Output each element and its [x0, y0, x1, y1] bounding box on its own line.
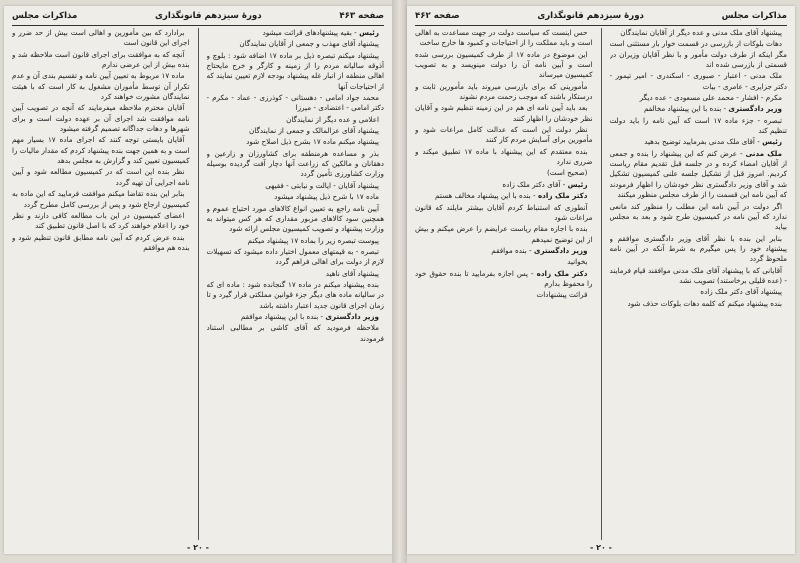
paragraph — [12, 50, 190, 71]
paragraph-text: بنده با این پیشنهاد موافقم — [240, 311, 319, 321]
paragraph — [610, 93, 788, 103]
paragraph — [207, 236, 385, 246]
header-section: مذاکرات مجلس — [12, 11, 78, 21]
paragraph-text: عرض کنم که این پیشنهاد را بنده و جمعی از آقایان امضاء کرده و در جلسه قبل تقدیم مقام ریاست کردیم. امروز قبل از تشکیل جلسه علنی کمیسیون تشکیل شد و آقای وزیر دادگستری نظر خودشان را اظهار فرمودند که آیین نامه این قسمت را از طرف مجلس منظور میکنند — [609, 148, 787, 200]
paragraph — [415, 28, 593, 49]
page-footer: - ۲۰ - — [590, 543, 612, 552]
column-right — [610, 28, 788, 540]
paragraph-text: آنطوری که استنباط کردم آقایان بیشتر مایلند که قانون مراعات شود — [415, 202, 593, 222]
paragraph — [415, 82, 593, 103]
paragraph — [415, 203, 593, 224]
paragraph-text: ملاحظه فرمودید که آقای کاشی بر مطالبی استناد فرمودند — [206, 323, 384, 343]
paragraph — [207, 93, 385, 114]
paragraph — [207, 323, 385, 344]
paragraph — [207, 137, 385, 147]
paragraph — [207, 269, 385, 279]
paragraph — [12, 167, 190, 188]
paragraph-text: بنده موافقم — [491, 245, 527, 255]
column-divider — [601, 28, 602, 540]
paragraph — [610, 299, 788, 309]
paragraph — [207, 192, 385, 202]
paragraph-text: بنده با اجازه مقام ریاست عرایضم را عرض میکنم و بیش از این توضیح نمیدهم — [415, 224, 593, 244]
paragraph-text: تبصره - جزء ماده ۱۷ است که آیین نامه را باید دولت تنظیم کند — [609, 115, 787, 136]
speaker-name: ملک مدنی — [745, 148, 782, 158]
paragraph: وزیر دادگستری - بنده با این پیشنهاد موافقم — [240, 311, 379, 321]
paragraph — [415, 224, 593, 245]
page-right — [407, 6, 795, 554]
paragraph-text: پیشنهاد آقای عزالمالک و جمعی از نمایندگان — [249, 126, 379, 136]
paragraph: وزیر دادگستری - بنده با این پیشنهاد مخالفم — [643, 104, 782, 114]
paragraph-text: پیشنهاد آقایان - ایالت و نیابتی - فقیهی — [265, 180, 379, 190]
page-header — [415, 9, 787, 26]
paragraph-text: آقایان بایستی توجه کنند که اجرای ماده ۱۷ بسیار مهم است و به همین جهت بنده پیشنهاد کردم که مقدار مالیات را کمیسیون تعیین کند و گزارش به مجلس بدهد — [12, 135, 190, 166]
speaker-name: وزیر دادگستری — [325, 311, 379, 321]
columns — [415, 28, 787, 540]
speaker-name: وزیر دادگستری — [728, 104, 782, 114]
paragraph-text: مأمورینی که برای بازرسی میروند باید مأمورین ثابت و درستکار باشند که موجب زحمت مردم نشوند — [415, 81, 593, 102]
paragraph — [610, 28, 788, 38]
column-left — [12, 28, 190, 540]
paragraph — [207, 39, 385, 49]
paragraph-text: آقای ملک مدنی بفرمایید توضیح بدهید — [644, 137, 755, 147]
column-left — [415, 28, 593, 540]
paragraph — [610, 234, 788, 265]
header-title: دورهٔ سیزدهم قانونگذاری — [537, 11, 644, 21]
paragraph: ملک مدنی - عرض کنم که این پیشنهاد را بنده و جمعی از آقایان امضاء کرده و در جلسه قبل تقدیم مقام ریاست کردیم. امروز قبل از تشکیل جلسه علنی کمیسیون تشکیل شد و آقای وزیر دادگستری نظر خودشان را اظهار فرمودند که آیین نامه این قسمت را از طرف مجلس منظور میکنند — [609, 148, 787, 200]
paragraph — [415, 290, 593, 300]
paragraph — [207, 181, 385, 191]
paragraph: رئیس - بقیه پیشنهادهای قرائت میشود — [262, 28, 379, 37]
paragraph: دکتر ملک زاده - پس اجازه بفرمایید تا بنده حقوق خود را محفوظ بدارم — [415, 268, 593, 288]
paragraph — [610, 287, 788, 297]
paragraph: دکتر ملک زاده - بنده با این پیشنهاد مخالف هستم — [435, 191, 588, 201]
paragraph — [207, 149, 385, 180]
paragraph — [12, 28, 190, 49]
speaker-name: دکتر ملک زاده — [536, 268, 588, 278]
paragraph — [12, 135, 190, 166]
page-number: صفحه ۴۶۲ — [415, 11, 460, 21]
paragraph — [207, 51, 385, 92]
paragraph — [610, 266, 788, 287]
paragraph-text: ملک مدنی - اعتبار - صبوری - اسکندری - امیر تیمور - دکتر جزایری - عامری - بیات — [609, 71, 787, 91]
paragraph-text: پیشنهاد آقای مهذب و جمعی از آقایان نمایندگان — [239, 39, 379, 49]
paragraph-text: قرائت پیشنهادات — [536, 290, 588, 300]
paragraph-text: بنده پیشنهاد میکنم که کلمه دهات بلوکات حذف شود — [627, 298, 782, 308]
paragraph-text: بنابر این بنده تقاضا میکنم موافقت فرمایید که این ماده به کمیسیون ارجاع شود و پس از بررسی کامل مطرح گردد — [12, 189, 190, 209]
paragraph-text: بنده معتقدم که این پیشنهاد با ماده ۱۷ تطبیق میکند و ضرری ندارد — [415, 146, 593, 167]
columns — [12, 28, 384, 540]
paragraph-text: آقایانی که با پیشنهاد آقای ملک مدنی موافقند قیام فرمایند - (عده قلیلی برخاستند) تصویب نشد — [609, 265, 787, 285]
paragraph — [610, 39, 788, 70]
paragraph — [12, 103, 190, 134]
paragraph-text: بنابر این بنده با نظر آقای وزیر دادگستری موافقم و پیشنهاد خود را پس میگیرم به شرط آنکه در آیین نامه ملحوظ گردد — [609, 233, 787, 264]
paragraph-text: بنده با این پیشنهاد مخالف هستم — [435, 191, 531, 201]
paragraph — [610, 202, 788, 233]
paragraph-text: پیوست تبصره زیر را بماده ۱۷ پیشنهاد میکنم — [247, 235, 379, 245]
paragraph-text: تبصره - به قیمتهای معمول اختیار داده میشود که تسهیلات لازم از دولت برای اهالی فراهم گردد — [206, 246, 384, 267]
paragraph — [415, 103, 593, 124]
paragraph-text: آقای دکتر ملک زاده — [502, 179, 561, 189]
paragraph — [12, 189, 190, 210]
paragraph — [415, 50, 593, 81]
paragraph — [12, 211, 190, 232]
paragraph-text: پس اجازه بفرمایید تا بنده حقوق خود را محفوظ بدارم — [415, 268, 593, 288]
book-gutter — [392, 0, 407, 563]
paragraph-text: ماده ۱۷ مربوط به تعیین آیین نامه و تقسیم بندی آن و عدم تکرار آن توسط مأموران مشغول به کار است که با هیئت نمایندگان مشورت خواهند کرد — [12, 71, 190, 102]
speaker-name: رئیس — [359, 28, 379, 37]
speaker-name: دکتر ملک زاده — [537, 191, 588, 201]
paragraph: وزیر دادگستری - بنده موافقم — [491, 245, 588, 255]
paragraph-text: بذر و مساعده هرمنطقه برای کشاورزان و زارعین و دهقانان و مالکین که زراعت آنها دچار آفت گردیده بوسیله وزارت کشاورزی تأمین گردد — [206, 148, 384, 179]
paragraph-text: بنده پیشنهاد میکنم در ماده ۱۷ گنجانده شود : ماده ای که در سالیانه ماده های دیگر جزء قوانین مملکتی قرار گیرد و تا زمان اجرای قانون جدید اعتبار داشته باشد — [206, 279, 384, 310]
paragraph-text: پیشنهاد آقای دکتر ملک زاده — [700, 287, 782, 297]
paragraph — [207, 247, 385, 268]
paragraph — [207, 280, 385, 311]
paragraph — [610, 71, 788, 92]
paragraph-text: (صحیح است) — [546, 168, 588, 178]
paragraph: رئیس - آقای ملک مدنی بفرمایید توضیح بدهید — [644, 137, 782, 147]
paragraph-text: این موضوع در ماده ۱۷ از طرف کمیسیون بررسی شده است و آیین نامه آن را دولت مینویسد و به تصویب کمیسیون میرساند — [415, 49, 593, 80]
paragraph-text: مکرم - افشار - محمد علی مسعودی - عده دیگر — [639, 93, 782, 103]
speaker-name: وزیر دادگستری — [533, 245, 588, 255]
paragraph: رئیس - آقای دکتر ملک زاده — [502, 179, 588, 189]
paragraph-text: محمد جواد امامی - دهستانی - کوذرزی - عماد - مکرم - دکتر امامی - اعتضادی - میرزا — [206, 93, 384, 113]
header-section: مذاکرات مجلس — [721, 11, 787, 21]
speaker-name: رئیس — [567, 179, 588, 189]
paragraph-text: نظر دولت این است که عدالت کامل مراعات شود و مأمورین برای آسایش مردم کار کنند — [415, 125, 593, 145]
paragraph-text: اعلامی و عده دیگر از نمایندگان — [286, 114, 379, 124]
paragraph — [207, 115, 385, 125]
paragraph-text: بقیه پیشنهادهای قرائت میشود — [262, 28, 352, 37]
column-right — [207, 28, 385, 540]
paragraph-text: دهات بلوکات از بازرسی در قسمت خوار بار مستثنی است مگر اینکه از طرف دولت مأمور و با نظر آقایان وزیران در قسمتی از بازرسی شده اند — [609, 39, 787, 70]
speaker-name: رئیس — [762, 137, 782, 147]
paragraph-text: بخوانید — [567, 257, 588, 267]
paragraph-text: بعد باید آیین نامه ای هم در این زمینه تنظیم شود و آقایان نظر خودشان را اظهار کنند — [415, 103, 593, 123]
page-number: صفحه ۴۶۳ — [339, 11, 384, 21]
paragraph-text: آنچه که به موافقت برای اجرای قانون است ملاحظه شد و بنده بیش از این عرضی ندارم — [12, 49, 190, 70]
paragraph — [207, 126, 385, 136]
paragraph — [415, 125, 593, 146]
paragraph-text: پیشنهاد میکنم تبصره ذیل بر ماده ۱۷ اضافه شود : بلوچ و آذوقه سالیانه مردم را از زمینه و کارگر و خرج مایحتاج اهالی منطقه از انبار غله پیشنهاد بودجه لازم تعیین نمایند که از احتیاجات آنها — [206, 50, 384, 91]
page-footer: - ۲۰ - — [187, 543, 209, 552]
paragraph-text: بنده عرض کردم که آیین نامه مطابق قانون تنظیم شود و بنده هم موافقم — [12, 232, 190, 252]
paragraph — [207, 204, 385, 235]
paragraph-text: ماده ۱۷ با شرح ذیل پیشنهاد میشود — [274, 192, 379, 202]
paragraph-text: نظر بنده این است که در کمیسیون مطالعه شود و آیین نامه اجرایی آن تهیه گردد — [12, 167, 190, 187]
paragraph-text: بنده با این پیشنهاد مخالفم — [643, 104, 722, 114]
paragraph — [415, 257, 593, 267]
paragraph-text: اگر دولت در آیین نامه این مطلب را منظور کند مانعی ندارد که آیین نامه در کمیسیون طرح شود و بعد به مجلس بیاید — [609, 201, 787, 232]
paragraph — [610, 116, 788, 137]
paragraph-text: پیشنهاد میکنم ماده ۱۷ بشرح ذیل اصلاح شود — [246, 137, 379, 147]
paragraph-text: پیشنهاد آقای ناهید — [325, 268, 379, 278]
header-title: دورهٔ سیزدهم قانونگذاری — [155, 11, 262, 21]
page-left — [4, 6, 392, 554]
paragraph — [415, 147, 593, 168]
paragraph-text: برادارد که بین مأمورین و اهالی است بیش از حد ضرر و اجرای این قانون است — [12, 28, 190, 48]
column-divider — [198, 28, 199, 540]
paragraph-text: آقایان محترم ملاحظه میفرمایند که آنچه در تصویب آیین نامه موافقت شد اجرای آن بر عهده دولت است و برای شهرها و دهات جداگانه تصمیم گرفته میشود — [12, 103, 190, 134]
paragraph-text: اعضای کمیسیون در این باب مطالعه کافی دارند و نظر خود را اعلام خواهند کرد که با اصل قانون تطبیق کند — [12, 210, 190, 231]
paragraph-text: آیین نامه راجع به تعیین انواع کالاهای مورد احتیاج عموم و همچنین سود کالاهای مزبور مقداری که هر کس میتواند به وزارت پیشنهاد و تصویب کمیسیون مجلس ارائه شود — [206, 203, 384, 234]
page-header — [12, 9, 384, 26]
paragraph-text: پیشنهاد آقای ملک مدنی و عده دیگر از آقایان نمایندگان — [620, 28, 782, 37]
paragraph-text: حس اینست که سیاست دولت در جهت مساعدت به اهالی است و باید مملکت را از احتیاجات و کمبود ها خارج ساخت — [415, 28, 593, 48]
paragraph — [12, 71, 190, 102]
paragraph — [415, 168, 593, 178]
paragraph — [12, 233, 190, 254]
